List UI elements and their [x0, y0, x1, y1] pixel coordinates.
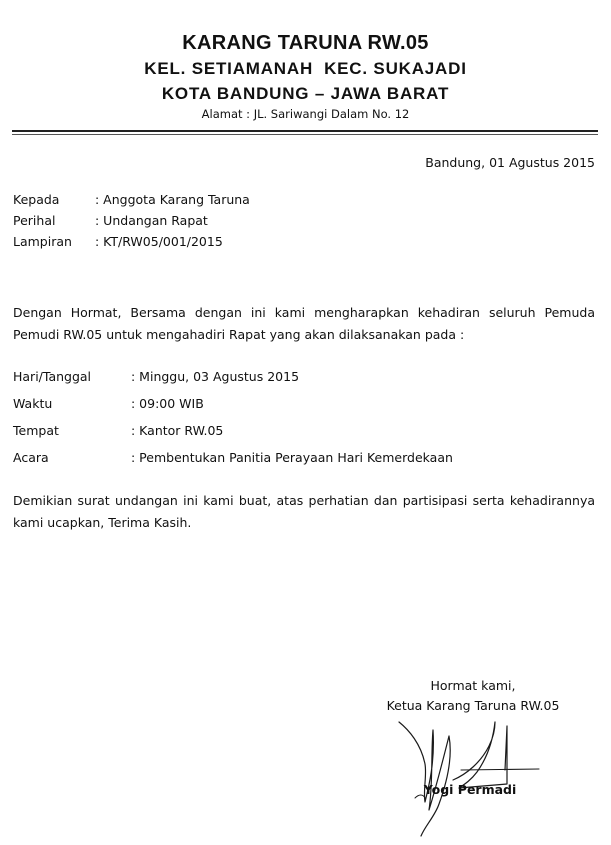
city-line: KOTA BANDUNG – JAWA BARAT — [161, 84, 450, 103]
detail-label: Acara — [13, 450, 49, 465]
opening-paragraph: Dengan Hormat, Bersama dengan ini kami mengharapkan kehadiran seluruh Pemuda Pemudi RW.05 untuk mengahadiri Rapat yang akan dilaksanakan pada : — [13, 305, 595, 342]
meta-row-attachment — [13, 231, 250, 252]
letter-date: Bandung, 01 Agustus 2015 — [425, 155, 595, 170]
handwritten-signature — [395, 700, 555, 840]
org-name: KARANG TARUNA RW.05 — [182, 32, 429, 54]
district-line: KEL. SETIAMANAH KEC. SUKAJADI — [144, 59, 467, 78]
detail-label: Waktu — [13, 396, 53, 411]
meta-label: Perihal — [13, 213, 56, 228]
detail-value: : 09:00 WIB — [131, 396, 204, 411]
meta-value: : Anggota Karang Taruna — [95, 192, 250, 207]
detail-row-date — [13, 363, 453, 390]
meta-label: Kepada — [13, 192, 60, 207]
meeting-details — [13, 363, 453, 471]
detail-row-agenda — [13, 444, 453, 471]
address-line: Alamat : JL. Sariwangi Dalam No. 12 — [201, 107, 410, 121]
letterhead — [0, 30, 611, 122]
detail-value: : Pembentukan Panitia Perayaan Hari Kemerdekaan — [131, 450, 453, 465]
meta-row-subject — [13, 210, 250, 231]
salutation: Hormat kami, — [430, 678, 516, 693]
signer-position: Ketua Karang Taruna RW.05 — [386, 698, 560, 713]
detail-value: : Minggu, 03 Agustus 2015 — [131, 369, 300, 384]
meta-row-recipient — [13, 189, 250, 210]
closing-paragraph: Demikian surat undangan ini kami buat, atas perhatian dan partisipasi serta kehadirannya kami ucapkan, Terima Kasih. — [13, 493, 595, 530]
meta-value: : KT/RW05/001/2015 — [95, 234, 223, 249]
signer-name: Yogi Permadi — [423, 782, 517, 797]
detail-label: Hari/Tanggal — [13, 369, 92, 384]
detail-label: Tempat — [13, 423, 59, 438]
detail-row-time — [13, 390, 453, 417]
letterhead-divider-thin — [12, 134, 598, 135]
letter-meta — [13, 189, 250, 252]
detail-value: : Kantor RW.05 — [131, 423, 224, 438]
meta-value: : Undangan Rapat — [95, 213, 208, 228]
detail-row-place — [13, 417, 453, 444]
meta-label: Lampiran — [13, 234, 72, 249]
letterhead-divider-thick — [12, 130, 598, 132]
